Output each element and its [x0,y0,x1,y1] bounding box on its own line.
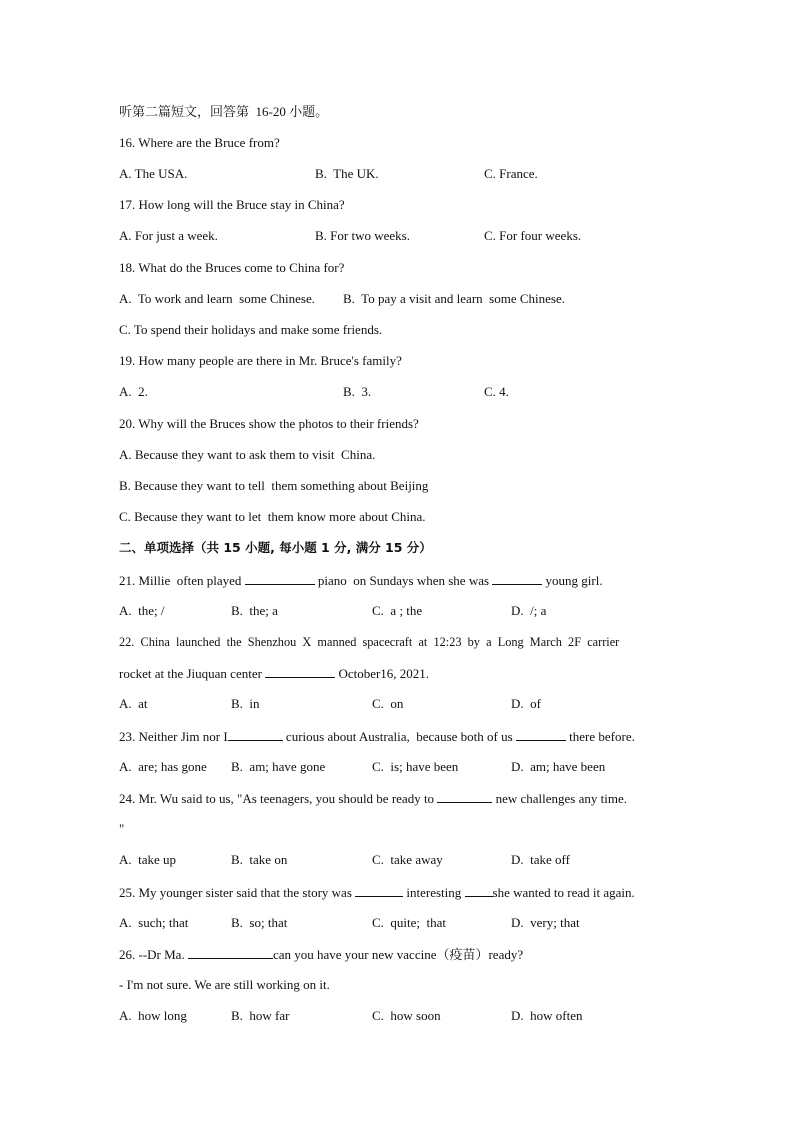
q23-stem-part: 23. Neither Jim nor I [119,729,228,744]
q21-option-d: D. /; a [511,603,547,618]
q19-option-b: B. 3. [343,384,372,399]
q24-option-a: A. take up [119,852,177,867]
answer-blank [465,884,493,897]
q21-stem-part: piano on Sundays when she was [314,573,493,588]
q22-option-b: B. in [231,696,260,711]
question-22-stem-line2 [119,665,429,682]
q21-stem-part: 21. Millie often played [119,573,245,588]
q23-option-c: C. is; have been [372,759,459,774]
q18-option-a: A. To work and learn some Chinese. [119,291,315,306]
q17-option-b: B. For two weeks. [315,228,410,243]
q25-stem-part: interesting [403,885,465,900]
q26-option-d: D. how often [511,1008,583,1023]
answer-blank [228,728,283,741]
q23-option-b: B. am; have gone [231,759,326,774]
q26-stem-part: can you have your new vaccine（疫苗）ready? [272,947,524,962]
q23-stem-part: curious about Australia, because both of us [282,729,516,744]
section-intro: 听第二篇短文，回答第 16-20 小题。 [119,104,329,119]
q25-stem-part: she wanted to read it again. [492,885,635,900]
question-25-stem [119,884,635,901]
q24-option-b: B. take on [231,852,288,867]
q25-option-b: B. so; that [231,915,288,930]
question-21-stem [119,572,603,589]
question-16-stem: 16. Where are the Bruce from? [119,135,280,150]
q21-option-b: B. the; a [231,603,278,618]
question-17-stem: 17. How long will the Bruce stay in China? [119,197,345,212]
question-26-stem [119,946,523,963]
answer-blank [245,572,315,585]
q26-option-a: A. how long [119,1008,187,1023]
question-22-stem-line1: 22. China launched the Shenzhou X manned spacecraft at 12:23 by a Long March 2F carrier [119,635,620,649]
answer-blank [492,572,542,585]
q19-option-c: C. 4. [484,384,509,399]
q16-option-a: A. The USA. [119,166,188,181]
q21-stem-part: young girl. [542,573,603,588]
q22-stem-part: October16, 2021. [335,666,430,681]
q18-option-b: B. To pay a visit and learn some Chinese. [343,291,565,306]
q22-option-d: D. of [511,696,541,711]
q26-option-b: B. how far [231,1008,290,1023]
question-18-stem: 18. What do the Bruces come to China for? [119,260,345,275]
q23-stem-part: there before. [565,729,635,744]
question-24-stem-line2: " [119,821,125,836]
q16-option-b: B. The UK. [315,166,379,181]
q21-option-c: C. a ; the [372,603,423,618]
q23-option-a: A. are; has gone [119,759,207,774]
q24-option-c: C. take away [372,852,443,867]
answer-blank [265,665,335,678]
q18-option-c: C. To spend their holidays and make some friends. [119,322,383,337]
question-26-reply: - I'm not sure. We are still working on it. [119,977,330,992]
answer-blank [437,790,492,803]
q21-option-a: A. the; / [119,603,165,618]
q24-option-d: D. take off [511,852,570,867]
question-20-stem: 20. Why will the Bruces show the photos to their friends? [119,416,419,431]
q16-option-c: C. France. [484,166,538,181]
q20-option-a: A. Because they want to ask them to visit China. [119,447,376,462]
q22-option-c: C. on [372,696,404,711]
answer-blank [188,946,273,959]
question-24-stem [119,790,627,807]
q22-option-a: A. at [119,696,148,711]
q17-option-a: A. For just a week. [119,228,218,243]
q25-option-c: C. quite; that [372,915,447,930]
q20-option-b: B. Because they want to tell them something about Beijing [119,478,429,493]
q25-option-a: A. such; that [119,915,189,930]
q20-option-c: C. Because they want to let them know more about China. [119,509,426,524]
q25-option-d: D. very; that [511,915,580,930]
answer-blank [355,884,403,897]
answer-blank [516,728,566,741]
q26-stem-part: 26. --Dr Ma. [119,947,188,962]
q25-stem-part: 25. My younger sister said that the story was [119,885,356,900]
question-23-stem [119,728,635,745]
question-19-stem: 19. How many people are there in Mr. Bruce's family? [119,353,402,368]
q24-stem-part: new challenges any time. [492,791,627,806]
q24-stem-part: 24. Mr. Wu said to us, "As teenagers, you should be ready to [119,791,438,806]
section-2-title: 二、单项选择（共 15 小题, 每小题 1 分, 满分 15 分） [119,540,432,555]
q23-option-d: D. am; have been [511,759,606,774]
q26-option-c: C. how soon [372,1008,441,1023]
q17-option-c: C. For four weeks. [484,228,582,243]
q19-option-a: A. 2. [119,384,148,399]
q22-stem-part: rocket at the Jiuquan center [119,666,266,681]
